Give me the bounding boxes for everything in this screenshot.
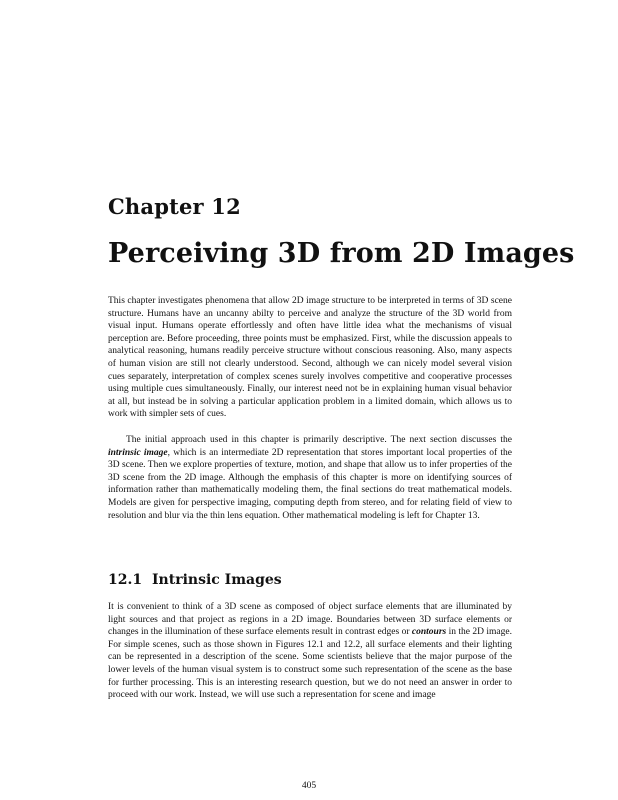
page-number: 405 [301,781,317,791]
intro-paragraph-2-text-after: , which is an intermediate 2D representation that stores important local properties of the 3D scene. Then we explore properties of texture, motion, and shape that allow us to infer properties of the 3D scene from the 2D image. Although the emphasis of this chapter is more on identifying sources of information rather than mathematically modeling them, the final sections do treat mathematical models. Models are given for perspective imaging, computing depth from stereo, and for relating field of view to resolution and blur via the thin lens equation. Other mathematical modeling is left for Chapter 13. [108,447,512,521]
intrinsic-image-term: intrinsic image [108,447,168,458]
section-paragraph-1-text-after: in the 2D image. For simple scenes, such as those shown in Figures 12.1 and 12.2, all surface elements and their lighting can be represented in a description of the scene. Some scientists believe that the major purpose of the lower levels of the human visual system is to construct some such representation of the scene as the base for further processing. This is an interesting research question, but we do not need an answer in order to proceed with our work. Instead, we will use such a representation for scene and image [108,627,512,701]
section-number: 12.1 [108,572,143,588]
section-paragraph-1 [108,601,512,702]
chapter-title: Perceiving 3D from 2D Images [108,238,575,269]
contours-term: contours [411,627,447,638]
section-heading [108,572,282,588]
intro-paragraph-2-text-before: The initial approach used in this chapter is primarily descriptive. The next section discusses the [126,435,512,445]
section-title: Intrinsic Images [152,572,282,588]
chapter-label: Chapter 12 [108,194,241,219]
section-paragraph-1-text-before: It is convenient to think of a 3D scene as composed of object surface elements that are illuminated by light sources and that project as regions in a 2D image. Boundaries between 3D surface elements or changes in the illumination of these surface elements result in contrast edges or [108,602,512,638]
intro-paragraph-2 [108,434,512,522]
intro-paragraph-1: This chapter investigates phenomena that allow 2D image structure to be interpreted in terms of 3D scene structure. Humans have an uncanny abilty to perceive and analyze the structure of the 3D world from visual input. Humans operate effortlessly and often have little idea what the mechanisms of visual perception are. Before proceeding, three points must be emphasized. First, while the discussion appeals to analytical reasoning, humans readily perceive structure without conscious reasoning. Also, many aspects of human vision are still not clearly understood. Second, although we can nicely model several vision cues separately, interpretation of complex scenes surely involves competitive and cooperative processes using multiple cues simultaneously. Finally, our interest need not be in explaining human visual behavior at all, but instead be in solving a particular application problem in a limited domain, which allows us to work with simpler sets of cues. [108,296,512,420]
